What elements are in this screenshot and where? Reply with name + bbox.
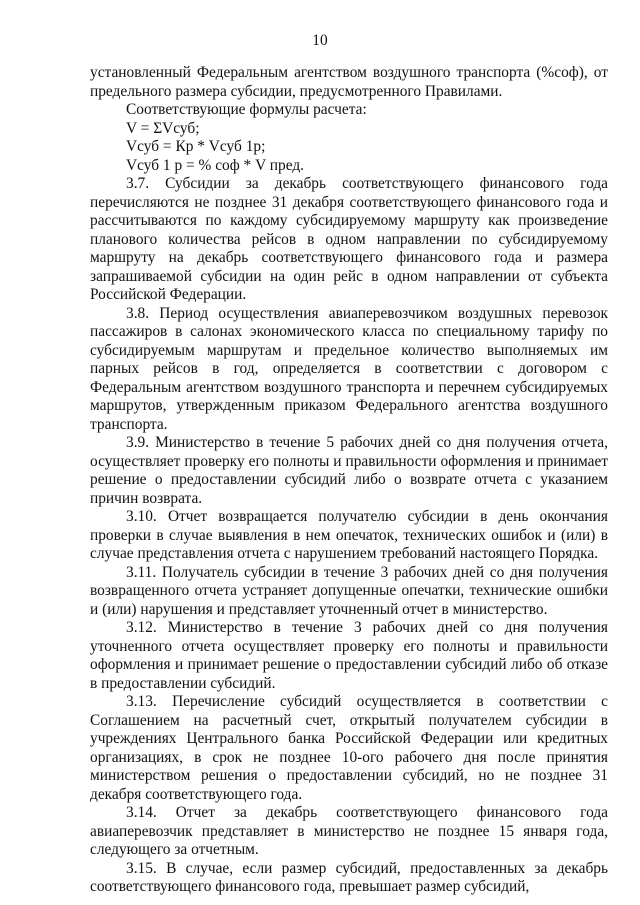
clause-text: Получатель субсидии в течение 3 рабочих дней со дня получения возвращенного отчета устраняет допущенные опечатки, технические ошибки и (или) нарушения и представляет уточненный отчет в министерство.: [90, 563, 608, 618]
formulas-intro: Соответствующие формулы расчета:: [126, 101, 367, 118]
page-number: 10: [312, 32, 328, 49]
clause-text: Отчет за декабрь соответствующего финансового года авиаперевозчик представляет в министерство не позднее 15 января года, следующего за отчетным.: [90, 804, 608, 858]
clause-text: Период осуществления авиаперевозчиком воздушных перевозок пассажиров в салонах экономического класса по специальному тарифу по субсидируемым маршрутам и предельное количество выполняемых им парных рейсов в год, определяется в соответствии с договором с Федеральным агентством воздушного транспорта и перечнем субсидируемых маршрутов, утвержденным приказом Федерального агентства воздушного транспорта.: [90, 304, 609, 433]
formula-total: V = ΣVсуб;: [126, 119, 200, 137]
clause-number: 3.13.: [126, 693, 157, 710]
clause-number: 3.11.: [126, 563, 157, 581]
clause-number: 3.14.: [126, 804, 157, 821]
clause-3-12: [90, 619, 608, 693]
clause-3-8: [90, 305, 608, 435]
clause-text: Министерство в течение 5 рабочих дней со дня получения отчета, осуществляет проверку его полноты и правильности оформления и принимает решение о предоставлении субсидий либо о возврате отчета с указанием причин возврата.: [90, 434, 608, 507]
formula-per-flight: Vсуб 1 р = % соф * V пред.: [126, 156, 305, 174]
clause-3-7: [90, 175, 608, 305]
clause-text: Субсидии за декабрь соответствующего финансового года перечисляются не позднее 31 декабря соответствующего финансового года и рассчитываются по каждому субсидируемому маршруту как произведение планового количества рейсов в одном направлении по субсидируемому маршруту на декабрь соответствующего финансового года и размера запрашиваемой субсидии на один рейс в одном направлении от субъекта Российской Федерации.: [90, 175, 608, 303]
clause-number: 3.8.: [126, 304, 150, 322]
clause-3-10: [90, 508, 608, 564]
clause-3-9: [90, 434, 608, 508]
formula-route: Vсуб = Кр * Vсуб 1р;: [126, 138, 266, 155]
clause-text: Отчет возвращается получателю субсидии в день окончания проверки в случае выявления в нем опечаток, технических ошибок и (или) в случае представления отчета с нарушением требований настоящего Порядка.: [90, 508, 608, 562]
clause-number: 3.12.: [126, 619, 157, 636]
clause-3-15: [90, 860, 608, 897]
clause-number: 3.9.: [126, 434, 150, 451]
clause-3-11: [90, 564, 608, 620]
clause-text: Перечисление субсидий осуществляется в соответствии с Соглашением на расчетный счет, открытый получателем субсидии в учреждениях Центрального банка Российской Федерации или кредитных организациях, в срок не позднее 10-ого рабочего дня после принятия министерством решения о предоставлении субсидий, но не позднее 31 декабря соответствующего года.: [90, 693, 608, 803]
clause-number: 3.15.: [126, 859, 157, 877]
clause-3-13: [90, 693, 608, 804]
paragraph-continuation: установленный Федеральным агентством воздушного транспорта (%соф), от предельного размера субсидии, предусмотренного Правилами.: [90, 64, 608, 100]
clause-3-14: [90, 804, 608, 860]
clause-number: 3.10.: [126, 508, 157, 525]
clause-text: Министерство в течение 3 рабочих дней со дня получения уточненного отчета осуществляет проверку его полноты и правильности оформления и принимает решение о предоставлении субсидий либо об отказе в предоставлении субсидий.: [90, 619, 608, 692]
clause-number: 3.7.: [126, 175, 150, 192]
clause-text: В случае, если размер субсидий, предоставленных за декабрь соответствующего финансового года, превышает размер субсидий,: [90, 859, 608, 895]
document-body: [90, 64, 608, 897]
